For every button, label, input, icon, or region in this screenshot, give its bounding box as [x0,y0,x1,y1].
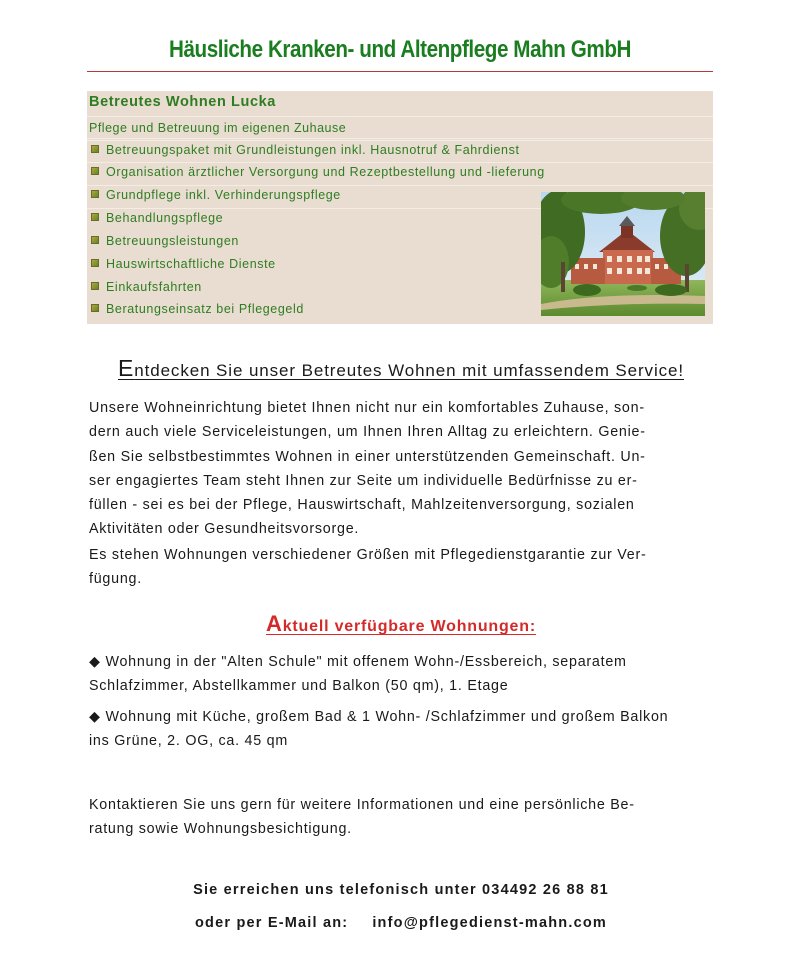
square-bullet-icon [91,304,99,312]
square-bullet-icon [91,236,99,244]
building-photo [541,192,705,316]
paragraph-line: Es stehen Wohnungen verschiedener Größen mit Pflegedienstgarantie zur Ver- [89,547,647,563]
sizes-paragraph [89,543,709,592]
panel-subtitle: Pflege und Betreuung im eigenen Zuhause [89,121,347,135]
phone-line: Sie erreichen uns telefonisch unter 034492 26 88 81 [193,882,609,898]
panel-heading-row [87,91,713,117]
square-bullet-icon [91,282,99,290]
square-bullet-icon [91,259,99,267]
contact-line: ratung sowie Wohnungsbesichtigung. [89,821,352,838]
paragraph-line: füllen - sei es bei der Pflege, Hauswirtschaft, Mahlzeitenversorgung, sozialen [89,497,635,514]
apartment-line: Schlafzimmer, Abstellkammer und Balkon (50 qm), 1. Etage [89,678,509,695]
service-item: Betreuungsleistungen [91,234,239,254]
building-photo-image [541,192,705,316]
apartment-line: ◆ Wohnung in der "Alten Schule" mit offenem Wohn-/Essbereich, separatem [89,654,627,670]
square-bullet-icon [91,213,99,221]
email-line [88,915,714,931]
paragraph-line: Aktivitäten oder Gesundheitsvorsorge. [89,521,360,538]
contact-paragraph [89,793,709,842]
service-item: Grundpflege inkl. Verhinderungspflege [91,188,341,208]
available-initial: A [266,611,283,636]
apartment-item [89,705,709,754]
contact-line: Kontaktieren Sie uns gern für weitere Informationen und eine persönliche Be- [89,797,635,813]
panel-heading: Betreutes Wohnen Lucka [89,94,276,110]
panel-subtitle-row [87,117,713,139]
apartment-item [89,650,709,699]
service-item: Betreuungspaket mit Grundleistungen inkl. Hausnotruf & Fahrdienst [91,143,520,163]
paragraph-line: ßen Sie selbstbestimmtes Wohnen in einer unterstützenden Gemeinschaft. Un- [89,448,646,465]
service-item: Einkaufsfahrten [91,280,202,300]
service-item: Behandlungspflege [91,211,223,231]
service-item: Hauswirtschaftliche Dienste [91,257,276,277]
paragraph-line: fügung. [89,571,142,588]
panel-row-divider [87,163,713,186]
page-title: Häusliche Kranken- und Altenpflege Mahn GmbH [169,36,631,63]
email-label: oder per E-Mail an: [195,915,349,931]
paragraph-line: Unsere Wohneinrichtung bietet Ihnen nicht nur ein komfortables Zuhause, son- [89,400,645,416]
panel-row-divider [87,140,713,163]
service-item: Beratungseinsatz bei Pflegegeld [91,302,304,322]
email-link[interactable]: info@pflegedienst-mahn.com [372,915,607,931]
service-item: Organisation ärztlicher Versorgung und Rezeptbestellung und -lieferung [91,165,545,185]
apartment-line: ins Grüne, 2. OG, ca. 45 qm [89,733,289,750]
headline-initial: E [117,355,135,381]
intro-paragraph [89,396,709,542]
title-divider [87,71,713,72]
intro-headline [88,355,714,382]
paragraph-line: dern auch viele Serviceleistungen, um Ihnen Ihren Alltag zu erleichtern. Genie- [89,424,646,441]
available-heading-text: ktuell verfügbare Wohnungen: [282,618,536,635]
available-heading [88,611,714,637]
headline-text: ntdecken Sie unser Betreutes Wohnen mit umfassendem Service! [134,361,685,380]
apartment-line: ◆ Wohnung mit Küche, großem Bad & 1 Wohn- /Schlafzimmer und großem Balkon [89,709,669,725]
paragraph-line: ser engagiertes Team steht Ihnen zur Seite um individuelle Bedürfnisse zu er- [89,472,638,489]
